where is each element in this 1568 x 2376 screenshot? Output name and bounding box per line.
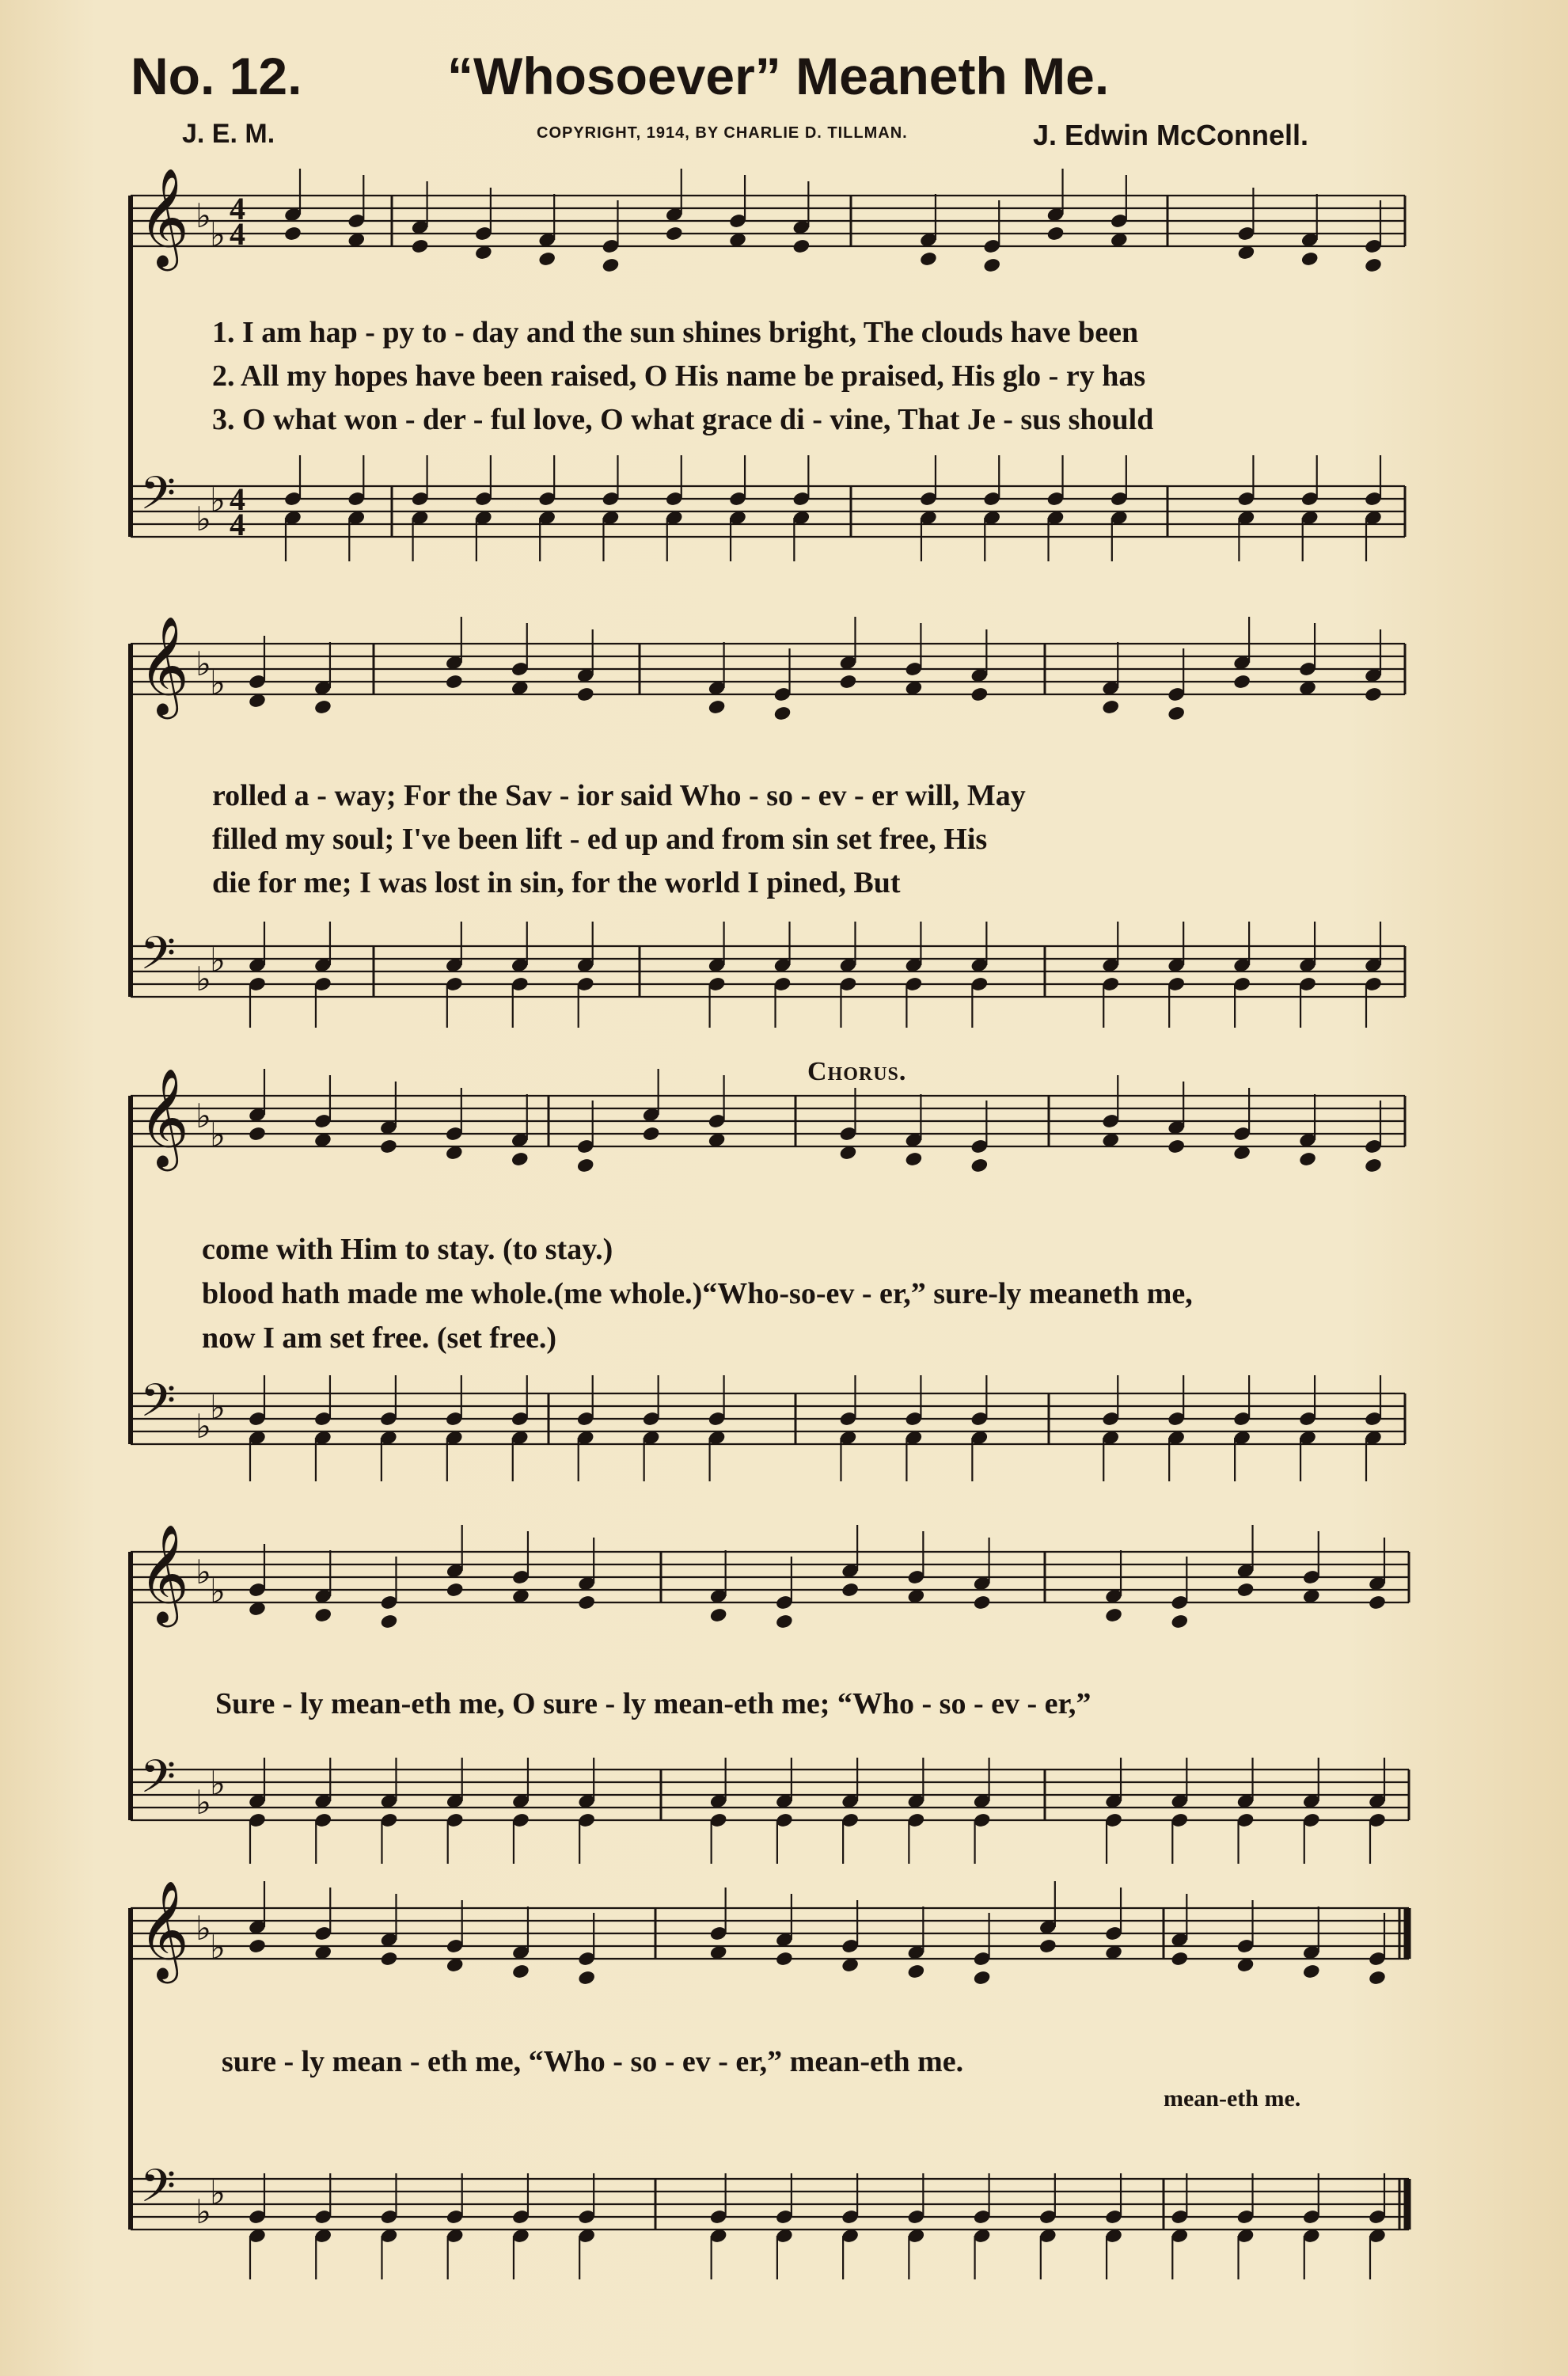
copyright-notice: COPYRIGHT, 1914, BY CHARLIE D. TILLMAN. [537, 124, 908, 142]
time-signature-digit: 4 [230, 481, 245, 517]
bass-clef-icon: 𝄢 [140, 1374, 177, 1439]
system3-verse1-lyric: come with Him to stay. (to stay.) [202, 1233, 613, 1266]
flat-icon: ♭ [196, 1097, 211, 1135]
alto-notehead [709, 1607, 728, 1624]
alto-notehead [283, 226, 302, 242]
bass-clef-icon: 𝄢 [140, 466, 177, 531]
alto-notehead [1101, 699, 1120, 716]
treble-clef-icon: 𝄞 [139, 168, 189, 267]
alto-notehead [1104, 1607, 1123, 1624]
flat-icon: ♭ [210, 663, 226, 702]
treble-clef-icon: 𝄞 [139, 1880, 189, 1979]
alto-notehead [411, 238, 430, 255]
time-signature-digit: 4 [230, 191, 245, 226]
time-signature-digit: 4 [230, 507, 245, 542]
alto-notehead [775, 1951, 794, 1967]
bass-clef-icon: 𝄢 [140, 926, 177, 991]
alto-notehead [446, 1582, 465, 1599]
alto-notehead [792, 238, 811, 255]
treble-clef-icon: 𝄞 [139, 1068, 189, 1167]
alto-notehead [537, 251, 556, 268]
bass-clef-icon: 𝄢 [140, 1750, 177, 1815]
system2-verse1-lyric: rolled a - way; For the Sav - ior said Who - so - ev - er will, May [212, 779, 1026, 812]
bass-clef-icon: 𝄢 [140, 2159, 177, 2224]
alto-notehead [576, 686, 595, 703]
alto-notehead [1170, 1951, 1189, 1967]
flat-icon: ♭ [196, 2192, 211, 2231]
alto-notehead [1236, 1582, 1255, 1599]
treble-clef-icon: 𝄞 [139, 616, 189, 715]
flat-icon: ♭ [210, 941, 226, 979]
alto-notehead [841, 1582, 860, 1599]
system4-lyric: Sure - ly mean-eth me, O sure - ly mean-eth me; “Who - so - ev - er,” [215, 1687, 1092, 1720]
flat-icon: ♭ [196, 196, 211, 235]
flat-icon: ♭ [196, 1783, 211, 1822]
system1-verse1-lyric: 1. I am hap - py to - day and the sun shines bright, The clouds have been [212, 316, 1139, 349]
alto-notehead [1038, 1938, 1057, 1955]
alto-notehead [775, 1614, 794, 1630]
alto-notehead [642, 1126, 661, 1142]
words-credit: J. E. M. [182, 119, 275, 149]
alto-notehead [1167, 1139, 1186, 1155]
alto-notehead [1167, 705, 1186, 722]
alto-notehead [904, 1151, 923, 1168]
alto-notehead [1364, 257, 1383, 274]
flat-icon: ♭ [196, 500, 211, 538]
alto-notehead [602, 257, 621, 274]
alto-notehead [1364, 1158, 1383, 1174]
alto-notehead [906, 1964, 925, 1980]
alto-notehead [313, 1607, 332, 1624]
system2-verse2-lyric: filled my soul; I've been lift - ed up and from sin set free, His [212, 823, 988, 856]
alto-notehead [973, 1970, 992, 1986]
system3-verse3-lyric: now I am set free. (set free.) [202, 1321, 557, 1355]
alto-notehead [313, 699, 332, 716]
alto-notehead [839, 674, 858, 690]
alto-notehead [1368, 1595, 1387, 1611]
alto-notehead [1368, 1970, 1387, 1986]
alto-notehead [1170, 1614, 1189, 1630]
alto-notehead [919, 251, 938, 268]
alto-notehead [248, 1126, 267, 1142]
alto-notehead [380, 1614, 399, 1630]
alto-notehead [379, 1139, 398, 1155]
alto-notehead [445, 674, 464, 690]
alto-notehead [248, 1938, 267, 1955]
alto-notehead [511, 1964, 530, 1980]
system5-alto-echo: mean-eth me. [1164, 2085, 1301, 2112]
system5-lyric: sure - ly mean - eth me, “Who - so - ev - er,” mean-eth me. [222, 2045, 964, 2078]
flat-icon: ♭ [210, 2173, 226, 2212]
treble-clef-icon: 𝄞 [139, 1524, 189, 1623]
alto-notehead [1300, 251, 1319, 268]
flat-icon: ♭ [210, 1572, 226, 1610]
chorus-label: Chorus. [807, 1057, 907, 1086]
flat-icon: ♭ [210, 1928, 226, 1967]
alto-notehead [970, 1158, 989, 1174]
alto-notehead [982, 257, 1001, 274]
alto-notehead [576, 1158, 595, 1174]
alto-notehead [1298, 1151, 1317, 1168]
flat-icon: ♭ [196, 644, 211, 683]
alto-notehead [1046, 226, 1065, 242]
alto-notehead [577, 1595, 596, 1611]
flat-icon: ♭ [210, 1764, 226, 1803]
alto-notehead [665, 226, 684, 242]
alto-notehead [970, 686, 989, 703]
system3-verse2-lyric: blood hath made me whole.(me whole.)“Who-so-ev - er,” sure-ly meaneth me, [202, 1277, 1193, 1310]
alto-notehead [511, 1151, 530, 1168]
time-signature-digit: 4 [230, 216, 245, 252]
hymn-title: “Whosoever” Meaneth Me. [447, 47, 1110, 105]
alto-notehead [1302, 1964, 1321, 1980]
music-credit: J. Edwin McConnell. [1033, 119, 1309, 151]
flat-icon: ♭ [196, 1553, 211, 1591]
flat-icon: ♭ [210, 481, 226, 519]
alto-notehead [1364, 686, 1383, 703]
system1-verse2-lyric: 2. All my hopes have been raised, O His name be praised, His glo - ry has [212, 359, 1146, 393]
flat-icon: ♭ [210, 215, 226, 254]
alto-notehead [773, 705, 792, 722]
flat-icon: ♭ [196, 1407, 211, 1446]
alto-notehead [708, 699, 727, 716]
alto-notehead [1232, 674, 1251, 690]
hymn-number: No. 12. [131, 47, 302, 105]
system2-verse3-lyric: die for me; I was lost in sin, for the world I pined, But [212, 866, 901, 899]
system1-verse3-lyric: 3. O what won - der - ful love, O what grace di - vine, That Je - sus should [212, 403, 1154, 436]
alto-notehead [380, 1951, 399, 1967]
flat-icon: ♭ [210, 1388, 226, 1427]
flat-icon: ♭ [210, 1116, 226, 1154]
alto-notehead [577, 1970, 596, 1986]
flat-icon: ♭ [196, 1909, 211, 1948]
alto-notehead [973, 1595, 992, 1611]
flat-icon: ♭ [196, 960, 211, 998]
